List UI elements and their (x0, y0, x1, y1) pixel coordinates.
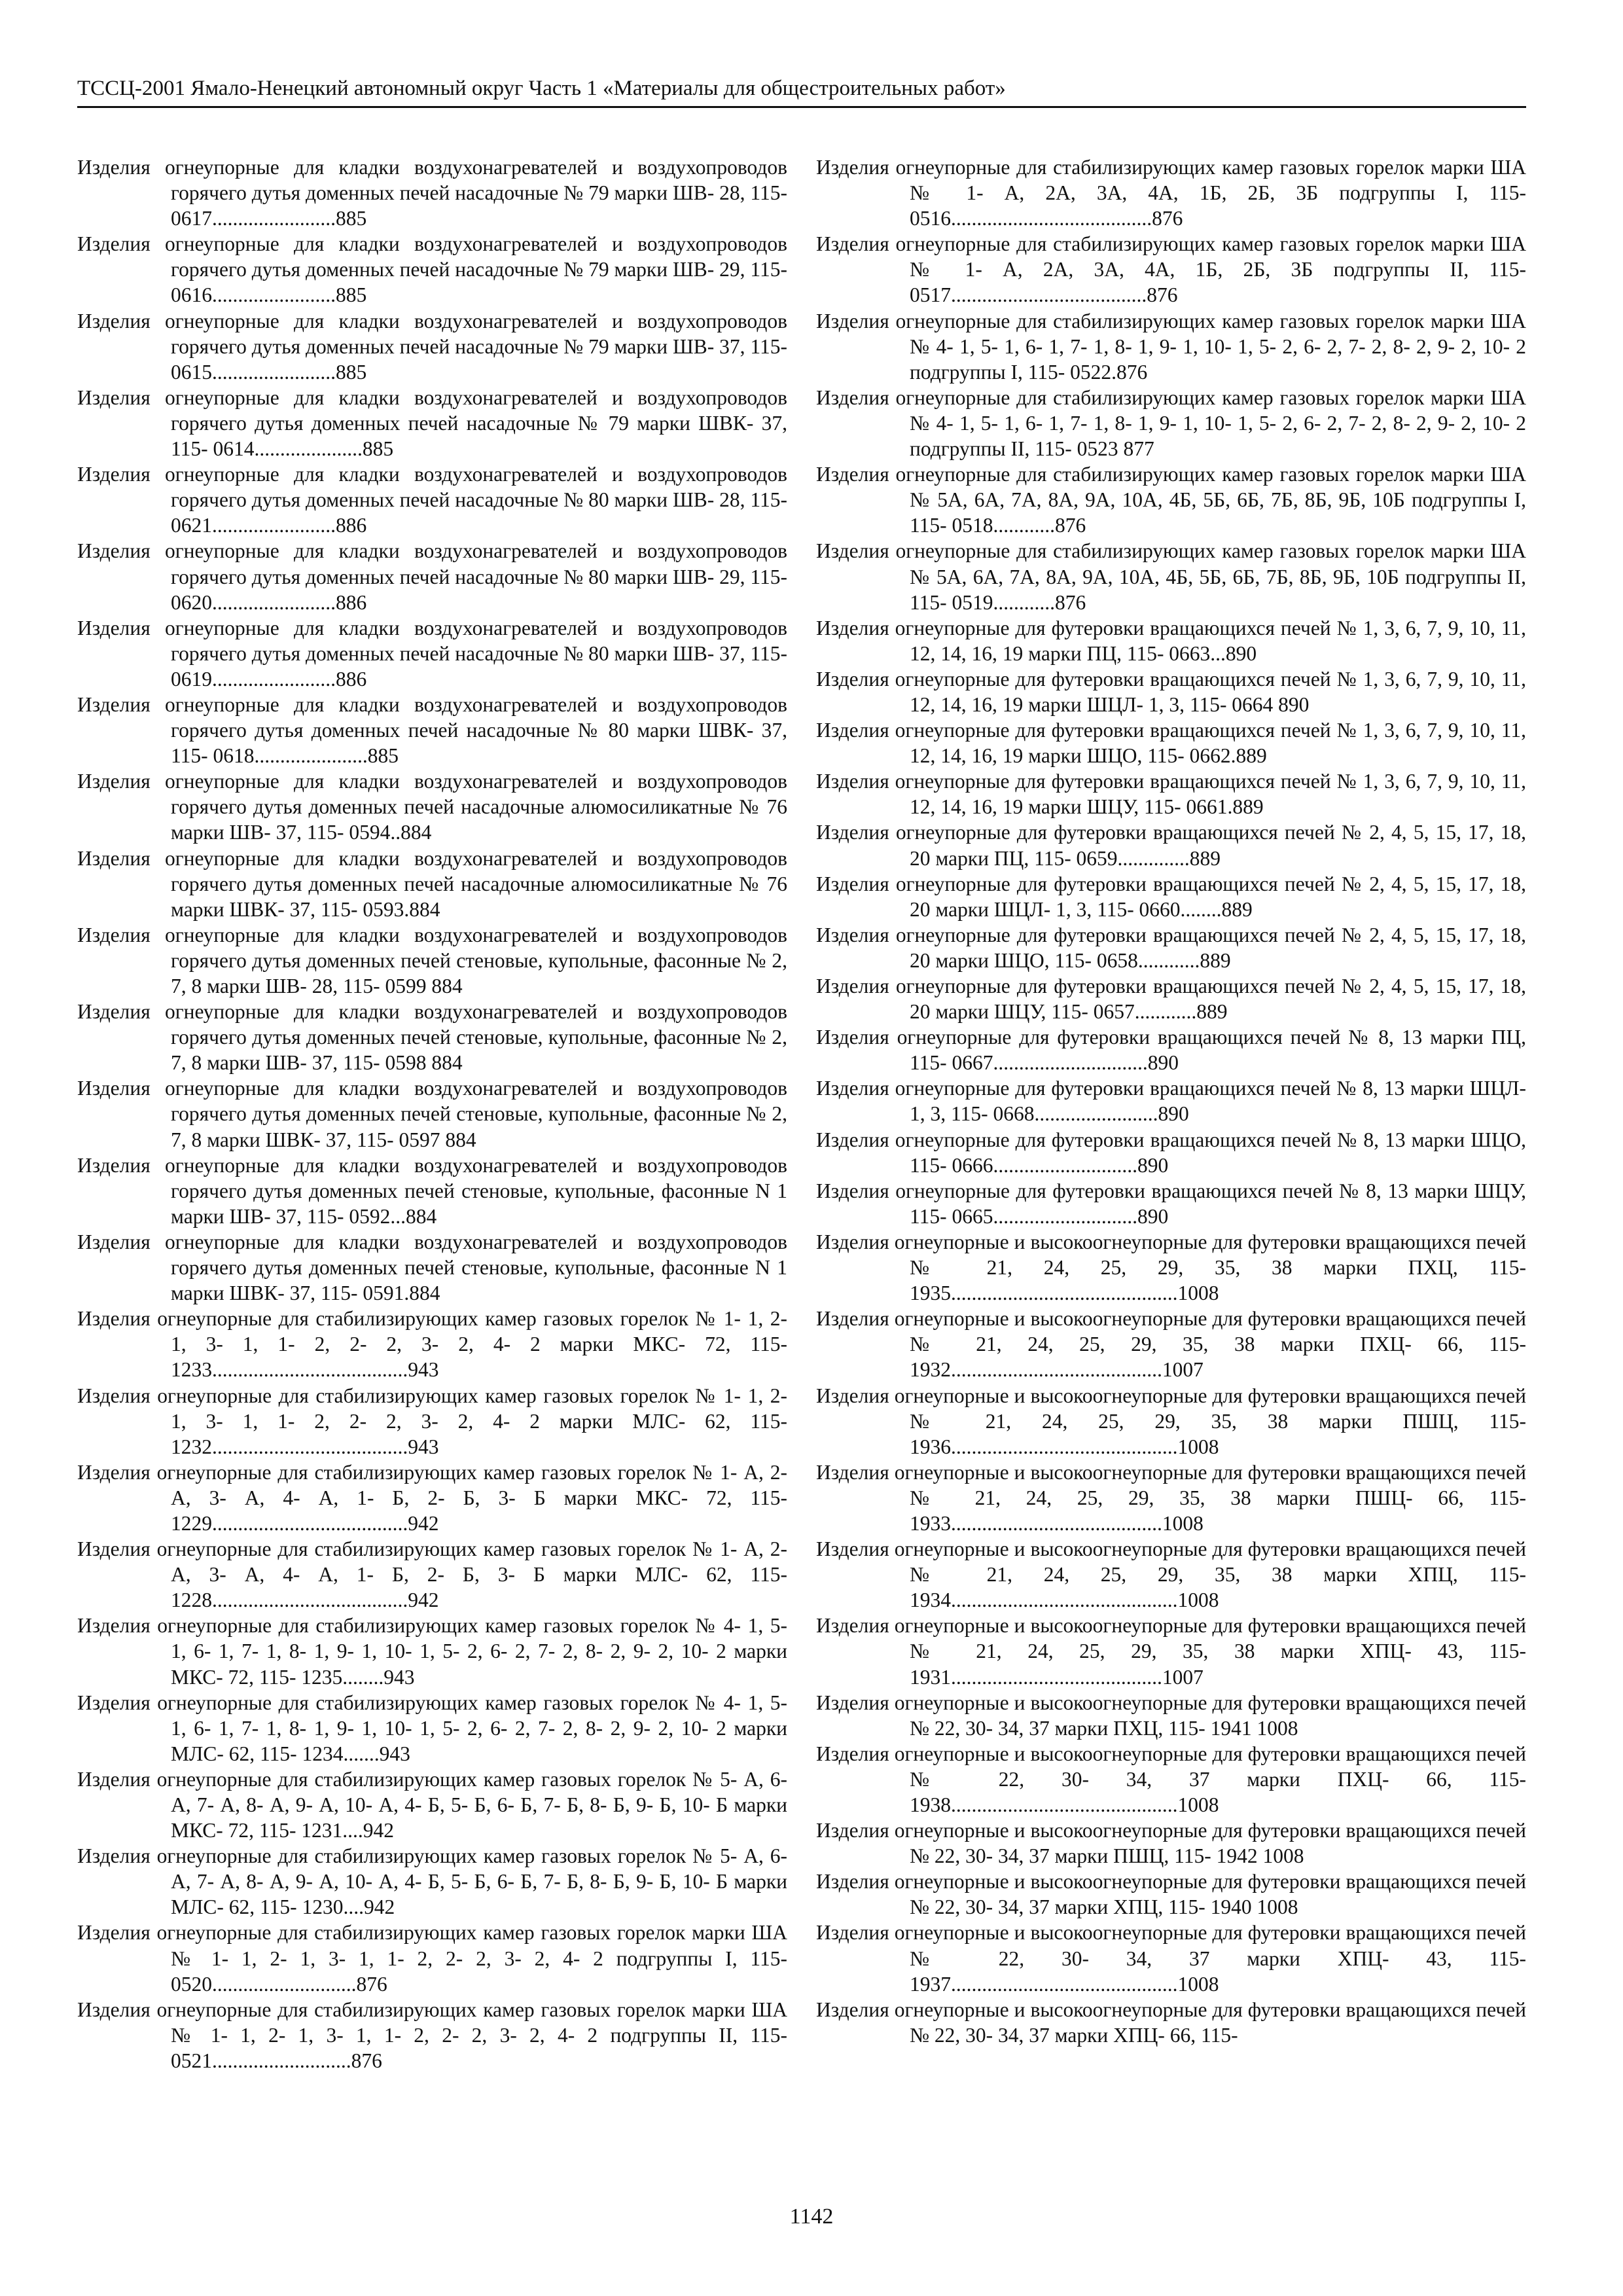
index-entry: Изделия огнеупорные для футеровки вращающихся печей № 8, 13 марки ШЦУ, 115- 0665............................890 (816, 1179, 1526, 1228)
index-entry: Изделия огнеупорные для стабилизирующих камер газовых горелок марки ША № 5А, 6А, 7А, 8А, 9А, 10А, 4Б, 5Б, 6Б, 7Б, 8Б, 9Б, 10Б подгруппы I, 115- 0518............876 (816, 463, 1526, 537)
index-entry: Изделия огнеупорные для кладки воздухонагревателей и воздухопроводов горячего дутья доменных печей стеновые, купольные, фасонные N 1 марки ШВК- 37, 115- 0591.884 (77, 1230, 787, 1305)
index-entry: Изделия огнеупорные и высокоогнеупорные для футеровки вращающихся печей № 21, 24, 25, 29, 35, 38 марки ПХЦ- 66, 115- 1932.........................................1007 (816, 1307, 1526, 1382)
index-entry: Изделия огнеупорные для кладки воздухонагревателей и воздухопроводов горячего дутья доменных печей насадочные алюмосиликатные № 76 марки ШВ- 37, 115- 0594..884 (77, 770, 787, 844)
index-entry: Изделия огнеупорные для кладки воздухонагревателей и воздухопроводов горячего дутья доменных печей стеновые, купольные, фасонные № 2, 7, 8 марки ШВ- 37, 115- 0598 884 (77, 1000, 787, 1075)
index-entry: Изделия огнеупорные для стабилизирующих камер газовых горелок марки ША № 1- 1, 2- 1, 3- 1, 1- 2, 2- 2, 3- 2, 4- 2 подгруппы I, 115- 0520............................876 (77, 1921, 787, 1996)
index-entry: Изделия огнеупорные для стабилизирующих камер газовых горелок № 4- 1, 5- 1, 6- 1, 7- 1, 8- 1, 9- 1, 10- 1, 5- 2, 6- 2, 7- 2, 8- 2, 9- 2, 10- 2 марки МЛС- 62, 115- 1234.......943 (77, 1691, 787, 1765)
index-entry: Изделия огнеупорные для футеровки вращающихся печей № 8, 13 марки ШЦЛ- 1, 3, 115- 0668........................890 (816, 1077, 1526, 1126)
index-entry: Изделия огнеупорные для стабилизирующих камер газовых горелок марки ША № 1- 1, 2- 1, 3- 1, 1- 2, 2- 2, 3- 2, 4- 2 подгруппы II, 115- 0521...........................876 (77, 1998, 787, 2072)
index-entry: Изделия огнеупорные и высокоогнеупорные для футеровки вращающихся печей № 22, 30- 34, 37 марки ПШЦ, 115- 1942 1008 (816, 1819, 1526, 1868)
index-entry: Изделия огнеупорные для футеровки вращающихся печей № 1, 3, 6, 7, 9, 10, 11, 12, 14, 16, 19 марки ШЦЛ- 1, 3, 115- 0664 890 (816, 667, 1526, 716)
index-entry: Изделия огнеупорные для стабилизирующих камер газовых горелок марки ША № 1- А, 2А, 3А, 4А, 1Б, 2Б, 3Б подгруппы I, 115- 0516.......................................876 (816, 156, 1526, 230)
index-entry: Изделия огнеупорные для стабилизирующих камер газовых горелок марки ША № 4- 1, 5- 1, 6- 1, 7- 1, 8- 1, 9- 1, 10- 1, 5- 2, 6- 2, 7- 2, 8- 2, 9- 2, 10- 2 подгруппы I, 115- 0522.876 (816, 309, 1526, 384)
index-entry: Изделия огнеупорные для кладки воздухонагревателей и воздухопроводов горячего дутья доменных печей насадочные № 79 марки ШВ- 28, 115- 0617........................885 (77, 156, 787, 230)
index-entry: Изделия огнеупорные для кладки воздухонагревателей и воздухопроводов горячего дутья доменных печей насадочные алюмосиликатные № 76 марки ШВК- 37, 115- 0593.884 (77, 846, 787, 921)
index-entry: Изделия огнеупорные и высокоогнеупорные для футеровки вращающихся печей № 21, 24, 25, 29, 35, 38 марки ХПЦ- 43, 115- 1931.........................................1007 (816, 1614, 1526, 1689)
index-entry: Изделия огнеупорные для футеровки вращающихся печей № 2, 4, 5, 15, 17, 18, 20 марки ПЦ, 115- 0659..............889 (816, 821, 1526, 870)
index-entry: Изделия огнеупорные для кладки воздухонагревателей и воздухопроводов горячего дутья доменных печей насадочные № 79 марки ШВ- 37, 115- 0615........................885 (77, 309, 787, 384)
index-entry: Изделия огнеупорные для кладки воздухонагревателей и воздухопроводов горячего дутья доменных печей стеновые, купольные, фасонные № 2, 7, 8 марки ШВК- 37, 115- 0597 884 (77, 1077, 787, 1151)
index-entry: Изделия огнеупорные для футеровки вращающихся печей № 2, 4, 5, 15, 17, 18, 20 марки ШЦО, 115- 0658............889 (816, 923, 1526, 972)
index-entry: Изделия огнеупорные для кладки воздухонагревателей и воздухопроводов горячего дутья доменных печей насадочные № 80 марки ШВ- 37, 115- 0619........................886 (77, 616, 787, 691)
index-entry: Изделия огнеупорные для стабилизирующих камер газовых горелок № 1- 1, 2- 1, 3- 1, 1- 2, 2- 2, 3- 2, 4- 2 марки МКС- 72, 115- 1233......................................943 (77, 1307, 787, 1382)
index-entry: Изделия огнеупорные для футеровки вращающихся печей № 8, 13 марки ПЦ, 115- 0667..............................890 (816, 1026, 1526, 1075)
index-entry: Изделия огнеупорные для стабилизирующих камер газовых горелок № 1- А, 2- А, 3- А, 4- А, 1- Б, 2- Б, 3- Б марки МКС- 72, 115- 1229......................................942 (77, 1460, 787, 1535)
index-entry: Изделия огнеупорные для кладки воздухонагревателей и воздухопроводов горячего дутья доменных печей насадочные № 80 марки ШВ- 29, 115- 0620........................886 (77, 539, 787, 614)
index-entry: Изделия огнеупорные для стабилизирующих камер газовых горелок № 5- А, 6- А, 7- А, 8- А, 9- А, 10- А, 4- Б, 5- Б, 6- Б, 7- Б, 8- Б, 9- Б, 10- Б марки МЛС- 62, 115- 1230....942 (77, 1844, 787, 1919)
index-entry: Изделия огнеупорные для кладки воздухонагревателей и воздухопроводов горячего дутья доменных печей стеновые, купольные, фасонные N 1 марки ШВ- 37, 115- 0592...884 (77, 1153, 787, 1228)
index-column-right (816, 154, 1526, 2048)
index-entry: Изделия огнеупорные для кладки воздухонагревателей и воздухопроводов горячего дутья доменных печей насадочные № 79 марки ШВ- 29, 115- 0616........................885 (77, 232, 787, 307)
index-entry: Изделия огнеупорные для стабилизирующих камер газовых горелок марки ША № 5А, 6А, 7А, 8А, 9А, 10А, 4Б, 5Б, 6Б, 7Б, 8Б, 9Б, 10Б подгруппы II, 115- 0519............876 (816, 539, 1526, 614)
index-entry: Изделия огнеупорные для футеровки вращающихся печей № 1, 3, 6, 7, 9, 10, 11, 12, 14, 16, 19 марки ШЦО, 115- 0662.889 (816, 719, 1526, 768)
index-entry: Изделия огнеупорные и высокоогнеупорные для футеровки вращающихся печей № 22, 30- 34, 37 марки ХПЦ- 43, 115- 1937............................................1008 (816, 1921, 1526, 1996)
index-entry: Изделия огнеупорные для футеровки вращающихся печей № 2, 4, 5, 15, 17, 18, 20 марки ШЦУ, 115- 0657............889 (816, 975, 1526, 1024)
index-entry: Изделия огнеупорные для стабилизирующих камер газовых горелок № 1- А, 2- А, 3- А, 4- А, 1- Б, 2- Б, 3- Б марки МЛС- 62, 115- 1228......................................942 (77, 1537, 787, 1612)
index-entry: Изделия огнеупорные для стабилизирующих камер газовых горелок марки ША № 1- А, 2А, 3А, 4А, 1Б, 2Б, 3Б подгруппы II, 115- 0517......................................876 (816, 232, 1526, 307)
index-entry: Изделия огнеупорные и высокоогнеупорные для футеровки вращающихся печей № 21, 24, 25, 29, 35, 38 марки ПШЦ- 66, 115- 1933.........................................1008 (816, 1460, 1526, 1535)
page-number: 1142 (789, 2204, 834, 2229)
index-entry: Изделия огнеупорные для стабилизирующих камер газовых горелок марки ША № 4- 1, 5- 1, 6- 1, 7- 1, 8- 1, 9- 1, 10- 1, 5- 2, 6- 2, 7- 2, 8- 2, 9- 2, 10- 2 подгруппы II, 115- 0523 877 (816, 386, 1526, 461)
index-entry: Изделия огнеупорные для футеровки вращающихся печей № 1, 3, 6, 7, 9, 10, 11, 12, 14, 16, 19 марки ПЦ, 115- 0663...890 (816, 616, 1526, 665)
index-entry: Изделия огнеупорные для кладки воздухонагревателей и воздухопроводов горячего дутья доменных печей насадочные № 79 марки ШВК- 37, 115- 0614.....................885 (77, 386, 787, 461)
index-entry: Изделия огнеупорные и высокоогнеупорные для футеровки вращающихся печей № 21, 24, 25, 29, 35, 38 марки ПШЦ, 115- 1936............................................1008 (816, 1384, 1526, 1458)
index-entry: Изделия огнеупорные для кладки воздухонагревателей и воздухопроводов горячего дутья доменных печей стеновые, купольные, фасонные № 2, 7, 8 марки ШВ- 28, 115- 0599 884 (77, 923, 787, 997)
page-header: ТССЦ-2001 Ямало-Ненецкий автономный округ Часть 1 «Материалы для общестроительных работ» (77, 73, 1526, 108)
index-entry: Изделия огнеупорные для футеровки вращающихся печей № 2, 4, 5, 15, 17, 18, 20 марки ШЦЛ- 1, 3, 115- 0660........889 (816, 872, 1526, 921)
index-entry: Изделия огнеупорные для стабилизирующих камер газовых горелок № 5- А, 6- А, 7- А, 8- А, 9- А, 10- А, 4- Б, 5- Б, 6- Б, 7- Б, 8- Б, 9- Б, 10- Б марки МКС- 72, 115- 1231....942 (77, 1767, 787, 1842)
index-column-left (77, 154, 787, 2073)
index-entry: Изделия огнеупорные и высокоогнеупорные для футеровки вращающихся печей № 22, 30- 34, 37 марки ПХЦ- 66, 115- 1938............................................1008 (816, 1742, 1526, 1816)
index-entry: Изделия огнеупорные для стабилизирующих камер газовых горелок № 4- 1, 5- 1, 6- 1, 7- 1, 8- 1, 9- 1, 10- 1, 5- 2, 6- 2, 7- 2, 8- 2, 9- 2, 10- 2 марки МКС- 72, 115- 1235........943 (77, 1614, 787, 1689)
index-entry: Изделия огнеупорные для футеровки вращающихся печей № 1, 3, 6, 7, 9, 10, 11, 12, 14, 16, 19 марки ШЦУ, 115- 0661.889 (816, 770, 1526, 819)
index-entry: Изделия огнеупорные и высокоогнеупорные для футеровки вращающихся печей № 22, 30- 34, 37 марки ПХЦ, 115- 1941 1008 (816, 1691, 1526, 1740)
index-entry: Изделия огнеупорные и высокоогнеупорные для футеровки вращающихся печей № 22, 30- 34, 37 марки ХПЦ- 66, 115- (816, 1998, 1526, 2047)
index-entry: Изделия огнеупорные для кладки воздухонагревателей и воздухопроводов горячего дутья доменных печей насадочные № 80 марки ШВК- 37, 115- 0618......................885 (77, 692, 787, 768)
index-entry: Изделия огнеупорные и высокоогнеупорные для футеровки вращающихся печей № 21, 24, 25, 29, 35, 38 марки ХПЦ, 115- 1934............................................1008 (816, 1537, 1526, 1612)
index-entry: Изделия огнеупорные и высокоогнеупорные для футеровки вращающихся печей № 21, 24, 25, 29, 35, 38 марки ПХЦ, 115- 1935............................................1008 (816, 1230, 1526, 1305)
index-entry: Изделия огнеупорные для кладки воздухонагревателей и воздухопроводов горячего дутья доменных печей насадочные № 80 марки ШВ- 28, 115- 0621........................886 (77, 463, 787, 537)
index-entry: Изделия огнеупорные и высокоогнеупорные для футеровки вращающихся печей № 22, 30- 34, 37 марки ХПЦ, 115- 1940 1008 (816, 1870, 1526, 1919)
index-entry: Изделия огнеупорные для стабилизирующих камер газовых горелок № 1- 1, 2- 1, 3- 1, 1- 2, 2- 2, 3- 2, 4- 2 марки МЛС- 62, 115- 1232......................................943 (77, 1384, 787, 1458)
index-entry: Изделия огнеупорные для футеровки вращающихся печей № 8, 13 марки ШЦО, 115- 0666............................890 (816, 1128, 1526, 1177)
